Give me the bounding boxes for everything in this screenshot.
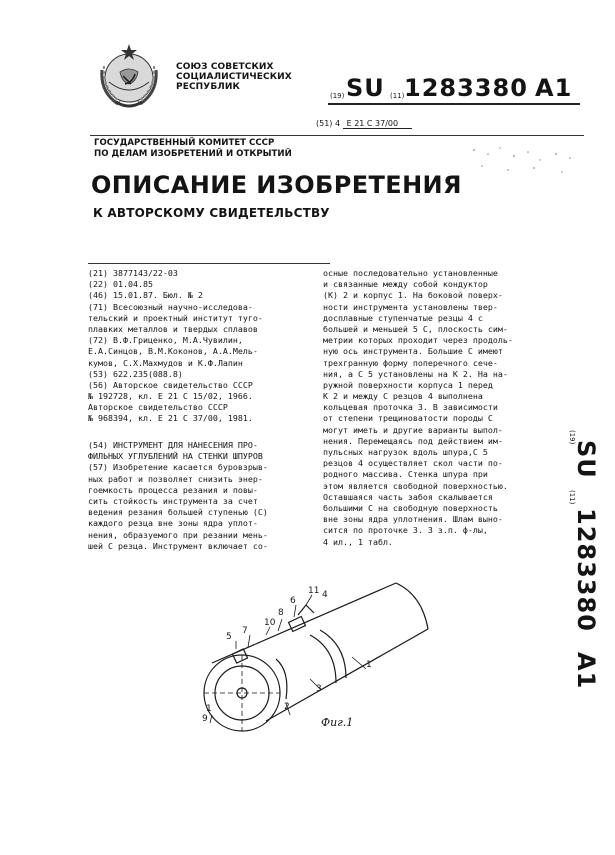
abstract-line: резцов 4 осуществляет скол части по- <box>323 458 503 469</box>
document-title: ОПИСАНИЕ ИЗОБРЕТЕНИЯ <box>91 171 462 199</box>
abstract-line: (57) Изобретение касается буровзрыв- <box>88 462 268 473</box>
state-name-line: РЕСПУБЛИК <box>176 82 240 92</box>
figure-label: 11 <box>308 586 320 596</box>
kind-code: A1 <box>535 74 573 102</box>
abstract-line: шей С резца. Инструмент включает со- <box>88 540 268 551</box>
biblio-line: (22) 01.04.85 <box>88 279 153 290</box>
biblio-line: (72) В.Ф.Гриценко, М.А.Чувилин, <box>88 335 243 346</box>
abstract-line: метрии которых проходит через продоль- <box>323 335 513 346</box>
side-code-11: (11) <box>568 490 576 505</box>
abstract-line: каждого резца вне зоны ядра уплот- <box>88 518 258 529</box>
abstract-line: досплавные ступенчатые резцы 4 с <box>323 312 483 323</box>
abstract-line: пульсных нагрузок вдоль шпура,С 5 <box>323 447 488 457</box>
committee-name <box>94 138 292 160</box>
figure-tool-drawing <box>190 575 430 740</box>
ussr-emblem-icon <box>92 40 166 114</box>
biblio-line: № 192728, кл. Е 21 С 15/02, 1966. <box>88 391 253 402</box>
abstract-line: ную ось инструмента. Большие С имеют <box>323 346 503 357</box>
abstract-line: ности инструмента установлены твер- <box>323 301 498 312</box>
figure-label: 3 <box>316 684 322 694</box>
biblio-divider <box>88 263 330 264</box>
abstract-line: нения. Перемещаясь под действием им- <box>323 435 503 446</box>
abstract-line: большей и меньшей 5 С, плоскость сим- <box>323 323 508 334</box>
abstract-right-column <box>323 268 513 548</box>
side-kind-code: A1 <box>572 652 600 690</box>
abstract-line: нения, образуемого при резании мень- <box>88 529 268 540</box>
figure-label: 5 <box>226 632 232 642</box>
ipc-code: Е 21 С 37/00 <box>343 119 413 129</box>
biblio-line: Авторское свидетельство СССР <box>88 402 228 413</box>
abstract-left-column <box>88 440 268 552</box>
abstract-line: сить стойкость инструмента за счет <box>88 495 258 506</box>
biblio-line: (46) 15.01.87. Бюл. № 2 <box>88 290 203 301</box>
abstract-line: ФИЛЬНЫХ УГЛУБЛЕНИЙ НА СТЕНКИ ШПУРОВ <box>88 451 263 462</box>
biblio-line: (21) 3877143/22-03 <box>88 268 178 278</box>
scan-noise <box>470 140 580 180</box>
figure-label: 8 <box>278 608 284 618</box>
patent-number: 1283380 <box>404 74 528 102</box>
ipc-classification <box>316 119 412 128</box>
figure-label: 7 <box>242 626 248 636</box>
abstract-line: 4 ил., 1 табл. <box>323 536 393 547</box>
figure-label: 9 <box>202 714 208 724</box>
abstract-line: от степени трещиноватости породы С <box>323 413 493 424</box>
side-patent-id <box>556 430 606 700</box>
abstract-line: ных работ и позволяет снизить энер- <box>88 473 263 484</box>
bibliographic-data <box>88 268 263 425</box>
abstract-line: этом является свободной поверхностью. <box>323 480 508 491</box>
abstract-line: гоемкость процесса резания и повы- <box>88 484 258 495</box>
biblio-line: тельский и проектный институт туго- <box>88 312 263 323</box>
patent-number-block <box>330 74 580 104</box>
state-name-line: СОЮЗ СОВЕТСКИХ <box>176 62 274 72</box>
abstract-line: и связанные между собой кондуктор <box>323 279 488 290</box>
code-19: (19) <box>330 92 345 100</box>
abstract-line: (К) 2 и корпус 1. На боковой поверх- <box>323 290 503 301</box>
abstract-line: кольцевая проточка 3. В зависимости <box>323 402 498 413</box>
abstract-line: (54) ИНСТРУМЕНТ ДЛЯ НАНЕСЕНИЯ ПРО- <box>88 440 258 450</box>
figure-label: 2 <box>284 702 290 712</box>
state-name <box>176 62 292 92</box>
biblio-line: (56) Авторское свидетельство СССР <box>88 379 253 390</box>
abstract-line: осные последовательно установленные <box>323 268 498 278</box>
abstract-line: ружной поверхности корпуса 1 перед <box>323 379 493 390</box>
figure-caption: Фиг.1 <box>321 716 354 729</box>
abstract-line: могут иметь и другие варианты выпол- <box>323 424 503 435</box>
document-subtitle: К АВТОРСКОМУ СВИДЕТЕЛЬСТВУ <box>93 206 330 220</box>
figure-label: 1 <box>206 704 212 714</box>
abstract-line: сится по проточке 3. 3 з.п. ф-лы, <box>323 525 488 536</box>
figure-label: 4 <box>322 590 328 600</box>
figure-label: 6 <box>290 596 296 606</box>
biblio-line: кумов, С.Х.Махмудов и К.Ф.Лапин <box>88 357 243 368</box>
figure-label: 10 <box>264 618 276 628</box>
side-country-code: SU <box>572 440 600 479</box>
side-code-19: (19) <box>568 430 576 445</box>
committee-line: ПО ДЕЛАМ ИЗОБРЕТЕНИЙ И ОТКРЫТИЙ <box>94 149 292 159</box>
number-underline <box>328 103 580 105</box>
abstract-line: большими С на свободную поверхность <box>323 502 498 513</box>
code-51: (51) 4 <box>316 119 341 128</box>
abstract-line: ния, а С 5 установлены на К 2. На на- <box>323 368 508 379</box>
abstract-line: родного массива. Стенка шпура при <box>323 469 488 480</box>
header-divider <box>90 135 584 136</box>
state-name-line: СОЦИАЛИСТИЧЕСКИХ <box>176 72 292 82</box>
side-patent-number: 1283380 <box>572 508 600 632</box>
code-11: (11) <box>390 92 405 100</box>
country-code: SU <box>346 74 385 102</box>
biblio-line: Е.А.Синцов, В.М.Коконов, А.А.Мель- <box>88 346 258 357</box>
abstract-line: вне зоны ядра уплотнения. Шлам выно- <box>323 514 503 525</box>
biblio-line: № 968394, кл. Е 21 С 37/00, 1981. <box>88 413 253 424</box>
abstract-line: Оставшаяся часть забоя скалывается <box>323 491 493 502</box>
biblio-line: плавких металлов и твердых сплавов <box>88 323 258 334</box>
biblio-line: (53) 622.235(088.8) <box>88 368 183 379</box>
abstract-line: ведения резания большей ступенью (С) <box>88 507 268 518</box>
abstract-line: К 2 и между С резцов 4 выполнена <box>323 391 483 402</box>
abstract-line: трехгранную форму поперечного сече- <box>323 357 498 368</box>
biblio-line: (71) Всесоюзный научно-исследова- <box>88 301 253 312</box>
committee-line: ГОСУДАРСТВЕННЫЙ КОМИТЕТ СССР <box>94 138 275 148</box>
figure-label: 1 <box>366 660 372 670</box>
